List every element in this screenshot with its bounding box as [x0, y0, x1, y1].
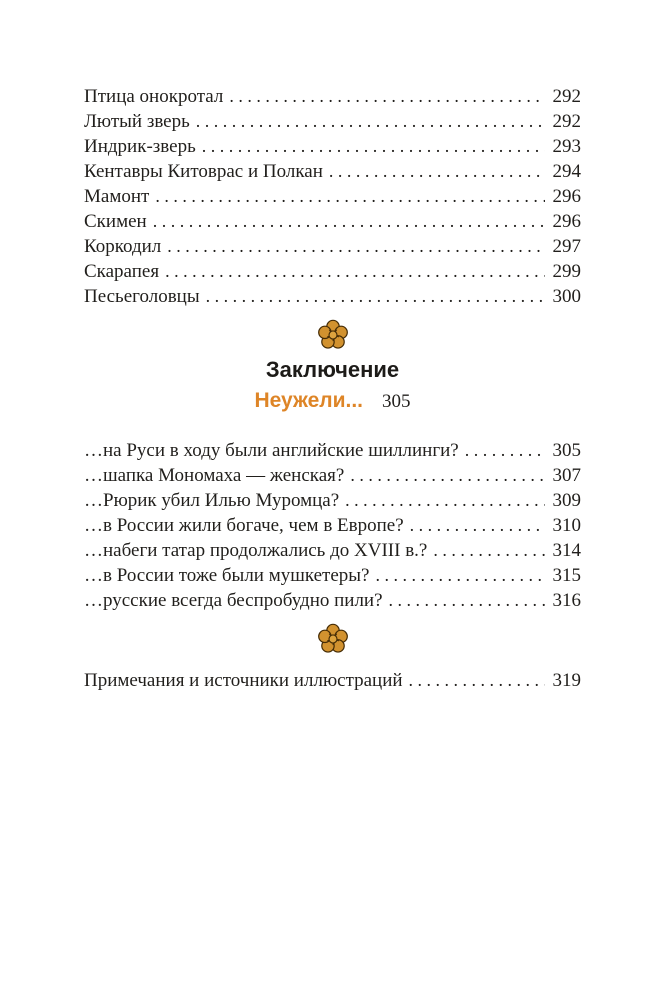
toc-entry-title: …набеги татар продолжались до XVIII в.? [84, 540, 428, 561]
toc-entry-row [84, 184, 581, 209]
toc-entry-page-number: 297 [552, 236, 581, 257]
conclusion-heading: Заключение [265, 357, 400, 382]
toc-entry-row [84, 513, 581, 538]
toc-entry-title: Песьеголовцы [84, 286, 200, 307]
toc-leader-dots [404, 513, 545, 538]
toc-entry-row [84, 284, 581, 309]
toc-entry-page-number: 307 [552, 465, 581, 486]
toc-entry-page-number: 316 [552, 590, 581, 611]
toc-entry-page-number: 314 [552, 540, 581, 561]
toc-entry-title: Примечания и источники иллюстраций [84, 670, 403, 691]
toc-leader-dots [427, 538, 545, 563]
toc-entry-row-notes [84, 668, 581, 693]
toc-entry-title: Скарапея [84, 261, 160, 282]
toc-entry-title: …в России тоже были мушкетеры? [84, 565, 370, 586]
toc-leader-dots [200, 284, 545, 309]
toc-entry-page-number: 315 [552, 565, 581, 586]
toc-entry-row [84, 84, 581, 109]
toc-entry-row [84, 109, 581, 134]
toc-entry-title: …на Руси в ходу были английские шиллинги? [84, 440, 459, 461]
section-divider [84, 622, 581, 656]
toc-entry-page-number: 292 [552, 86, 581, 107]
section-divider [84, 318, 581, 352]
toc-entry-row [84, 259, 581, 284]
toc-entry-page-number: 319 [552, 670, 581, 691]
toc-entry-title: …шапка Мономаха — женская? [84, 465, 345, 486]
toc-entry-title: …в России жили богаче, чем в Европе? [84, 515, 404, 536]
toc-entry-page-number: 310 [552, 515, 581, 536]
toc-entry-title: Кентавры Китоврас и Полкан [84, 161, 323, 182]
toc-entry-row [84, 438, 581, 463]
toc-entry-title: Лютый зверь [84, 111, 190, 132]
toc-entry-page-number: 293 [552, 136, 581, 157]
toc-leader-dots [383, 588, 545, 613]
toc-entry-page-number: 300 [552, 286, 581, 307]
toc-leader-dots [344, 463, 545, 488]
toc-entry-row [84, 159, 581, 184]
conclusion-subheading: Неужели... [254, 389, 364, 412]
toc-entry-title: …Рюрик убил Илью Муромца? [84, 490, 340, 511]
toc-entry-row [84, 209, 581, 234]
toc-entry-title: Коркодил [84, 236, 162, 257]
toc-leader-dots [339, 488, 545, 513]
toc-entry-page-number: 305 [552, 440, 581, 461]
toc-entry-page-number: 296 [552, 186, 581, 207]
toc-section-creatures [84, 84, 581, 309]
toc-entry-title: Птица онокротал [84, 86, 224, 107]
toc-leader-dots [190, 109, 545, 134]
toc-entry-title: Мамонт [84, 186, 150, 207]
toc-entry-page-number: 294 [552, 161, 581, 182]
toc-entry-row [84, 588, 581, 613]
toc-entry-page-number: 292 [552, 111, 581, 132]
toc-entry-row [84, 488, 581, 513]
conclusion-subheading-row [84, 389, 581, 413]
toc-leader-dots [149, 184, 545, 209]
toc-leader-dots [459, 438, 545, 463]
toc-entry-row [84, 538, 581, 563]
flower-rosette-icon [316, 318, 350, 352]
toc-leader-dots [196, 134, 545, 159]
toc-entry-page-number: 296 [552, 211, 581, 232]
toc-leader-dots [370, 563, 546, 588]
toc-entry-row [84, 463, 581, 488]
toc-section-questions [84, 438, 581, 613]
toc-entry-row [84, 563, 581, 588]
toc-entry-page-number: 309 [552, 490, 581, 511]
toc-leader-dots [403, 668, 545, 693]
toc-leader-dots [159, 259, 545, 284]
toc-entry-row [84, 234, 581, 259]
toc-entry-title: Индрик-зверь [84, 136, 196, 157]
toc-leader-dots [323, 159, 545, 184]
toc-entry-row [84, 134, 581, 159]
toc-entry-page-number: 299 [552, 261, 581, 282]
toc-entry-title: Скимен [84, 211, 147, 232]
toc-entry-title: …русские всегда беспробудно пили? [84, 590, 383, 611]
toc-leader-dots [147, 209, 545, 234]
conclusion-subheading-page-number: 305 [382, 391, 411, 412]
toc-leader-dots [223, 84, 545, 109]
flower-rosette-icon [316, 622, 350, 656]
toc-leader-dots [161, 234, 545, 259]
